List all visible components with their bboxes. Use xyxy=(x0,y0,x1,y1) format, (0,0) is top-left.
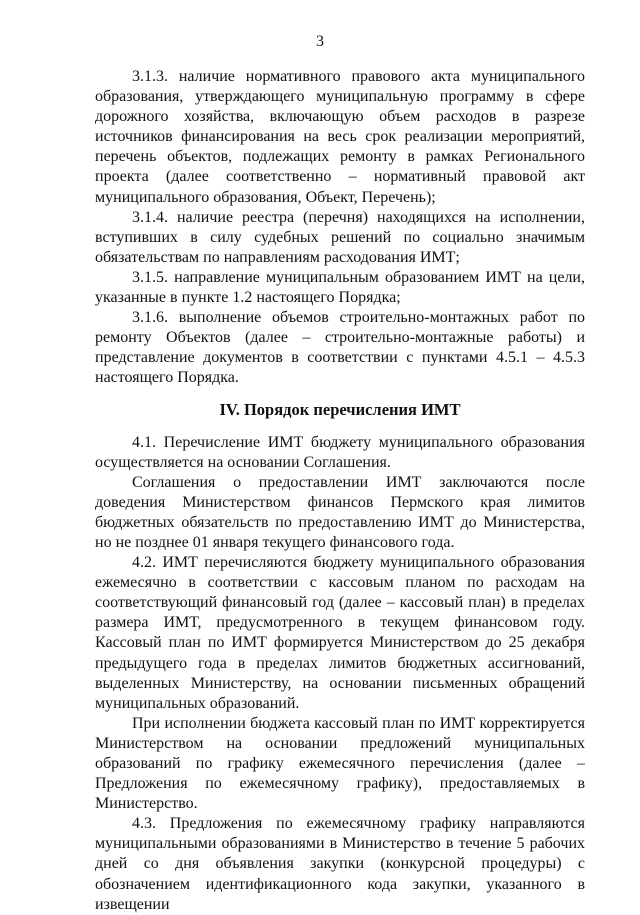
page-number: 3 xyxy=(316,33,324,50)
paragraph-3-1-6: 3.1.6. выполнение объемов строительно-монтажных работ по ремонту Объектов (далее – строительно-монтажные работы) и представление документов в соответствии с пунктами 4.5.1 – 4.5.3 настоящего Порядка. xyxy=(95,309,585,387)
paragraph-3-1-4: 3.1.4. наличие реестра (перечня) находящихся на исполнении, вступивших в силу судебных решений по социально значимым обязательствам по направлениям расходования ИМТ; xyxy=(95,208,585,266)
paragraph-4-3: 4.3. Предложения по ежемесячному графику направляются муниципальными образованиями в Министерство в течение 5 рабочих дней со дня объявления закупки (конкурсной процедуры) с обозначением идентификационного кода закупки, указанного в извещении xyxy=(95,815,585,913)
paragraph-4-2: 4.2. ИМТ перечисляются бюджету муниципального образования ежемесячно в соответствии с кассовым планом по расходам на соответствующий финансовый год (далее – кассовый план) в пределах размера ИМТ, предусмотренного в текущем финансовом году. Кассовый план по ИМТ формируется Министерством до 25 декабря предыдущего года в пределах лимитов бюджетных ассигнований, выделенных Министерству, на основании письменных обращений муниципальных образований. xyxy=(95,554,585,712)
paragraph-4-1: 4.1. Перечисление ИМТ бюджету муниципального образования осуществляется на основании Соглашения. xyxy=(95,433,585,471)
paragraph-cash-plan-adjustment: При исполнении бюджета кассовый план по ИМТ корректируется Министерством на основании предложений муниципальных образований по графику ежемесячного перечисления (далее – Предложения по ежемесячному графику), предоставляемых в Министерство. xyxy=(95,714,585,813)
paragraph-agreements: Соглашения о предоставлении ИМТ заключаются после доведения Министерством финансов Пермского края лимитов бюджетных обязательств по предоставлению ИМТ до Министерства, но не позднее 01 января текущего финансового года. xyxy=(95,473,585,551)
paragraph-3-1-5: 3.1.5. направление муниципальным образованием ИМТ на цели, указанные в пункте 1.2 настоящего Порядка; xyxy=(95,268,585,307)
section-heading: IV. Порядок перечисления ИМТ xyxy=(219,399,461,419)
document-body xyxy=(95,67,585,915)
paragraph-3-1-3: 3.1.3. наличие нормативного правового акта муниципального образования, утверждающего муниципальную программу в сфере дорожного хозяйства, включающую объем расходов в разрезе источников финансирования на весь срок реализации мероприятий, перечень объектов, подлежащих ремонту в рамках Регионального проекта (далее соответственно – нормативный правовой акт муниципального образования, Объект, Перечень); xyxy=(95,68,585,206)
